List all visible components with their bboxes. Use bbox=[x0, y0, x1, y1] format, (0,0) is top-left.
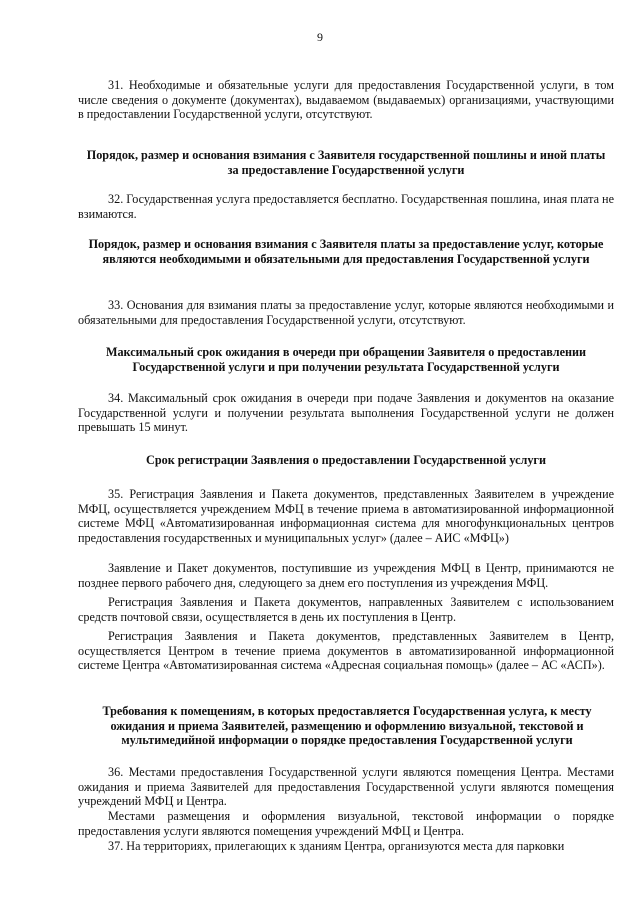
paragraph-34: 34. Максимальный срок ожидания в очереди при подаче Заявления и документов на оказание Государственной услуги и получении результата выполнения Государственной услуги не должен превышать 15 минут. bbox=[78, 391, 614, 435]
heading-premises-requirements: Требования к помещениям, в которых предоставляется Государственная услуга, к месту ожидания и приема Заявителей, размещению и оформлению визуальной, текстовой и мультимедийной информации о порядке предоставления Государственной услуги bbox=[102, 704, 592, 748]
paragraph-36: 36. Местами предоставления Государственной услуги являются помещения Центра. Местами ожидания и приема Заявителей для предоставления Государственной услуги являются помещения учреждений МФЦ и Центра. bbox=[78, 765, 614, 809]
heading-fee-required-services: Порядок, размер и основания взимания с Заявителя платы за предоставление услуг, которые являются необходимыми и обязательными для предоставления Государственной услуги bbox=[88, 237, 604, 266]
paragraph-37: 37. На территориях, прилегающих к зданиям Центра, организуются места для парковки bbox=[108, 839, 565, 853]
paragraph-35-d: Регистрация Заявления и Пакета документов, представленных Заявителем в Центр, осуществляется Центром в течение приема документов в автоматизированной информационной системе Центра «Автоматизированная система «Адресная социальная помощь» (далее – АС «АСП»). bbox=[78, 629, 614, 673]
paragraph-35: 35. Регистрация Заявления и Пакета документов, представленных Заявителем в учреждение МФЦ, осуществляется учреждением МФЦ в течение приема в автоматизированной информационной системе МФЦ «Автоматизированная информационная система для многофункциональных центров предоставления государственных и муниципальных услуг» (далее – АИС «МФЦ») bbox=[78, 487, 614, 545]
paragraph-36-b: Местами размещения и оформления визуальной, текстовой информации о порядке предоставления услуги являются помещения учреждений МФЦ и Центра. bbox=[78, 809, 614, 838]
paragraph-35-c: Регистрация Заявления и Пакета документов, направленных Заявителем с использованием средств почтовой связи, осуществляется в день их поступления в Центр. bbox=[78, 595, 614, 624]
heading-state-fee: Порядок, размер и основания взимания с Заявителя государственной пошлины и иной платы за предоставление Государственной услуги bbox=[86, 148, 606, 177]
paragraph-32: 32. Государственная услуга предоставляется бесплатно. Государственная пошлина, иная плата не взимаются. bbox=[78, 192, 614, 221]
paragraph-31: 31. Необходимые и обязательные услуги для предоставления Государственной услуги, в том числе сведения о документе (документах), выдаваемом (выдаваемых) организациями, участвующими в предоставлении Государственной услуги, отсутствуют. bbox=[78, 78, 614, 122]
paragraph-33: 33. Основания для взимания платы за предоставление услуг, которые являются необходимыми и обязательными для предоставления Государственной услуги, отсутствуют. bbox=[78, 298, 614, 327]
page-number: 9 bbox=[317, 30, 323, 44]
paragraph-35-b: Заявление и Пакет документов, поступившие из учреждения МФЦ в Центр, принимаются не позднее первого рабочего дня, следующего за днем его поступления из учреждения МФЦ. bbox=[78, 561, 614, 590]
heading-registration-term: Срок регистрации Заявления о предоставлении Государственной услуги bbox=[146, 453, 546, 467]
heading-queue-time: Максимальный срок ожидания в очереди при обращении Заявителя о предоставлении Государственной услуги и при получении результата Государственной услуги bbox=[105, 345, 587, 374]
